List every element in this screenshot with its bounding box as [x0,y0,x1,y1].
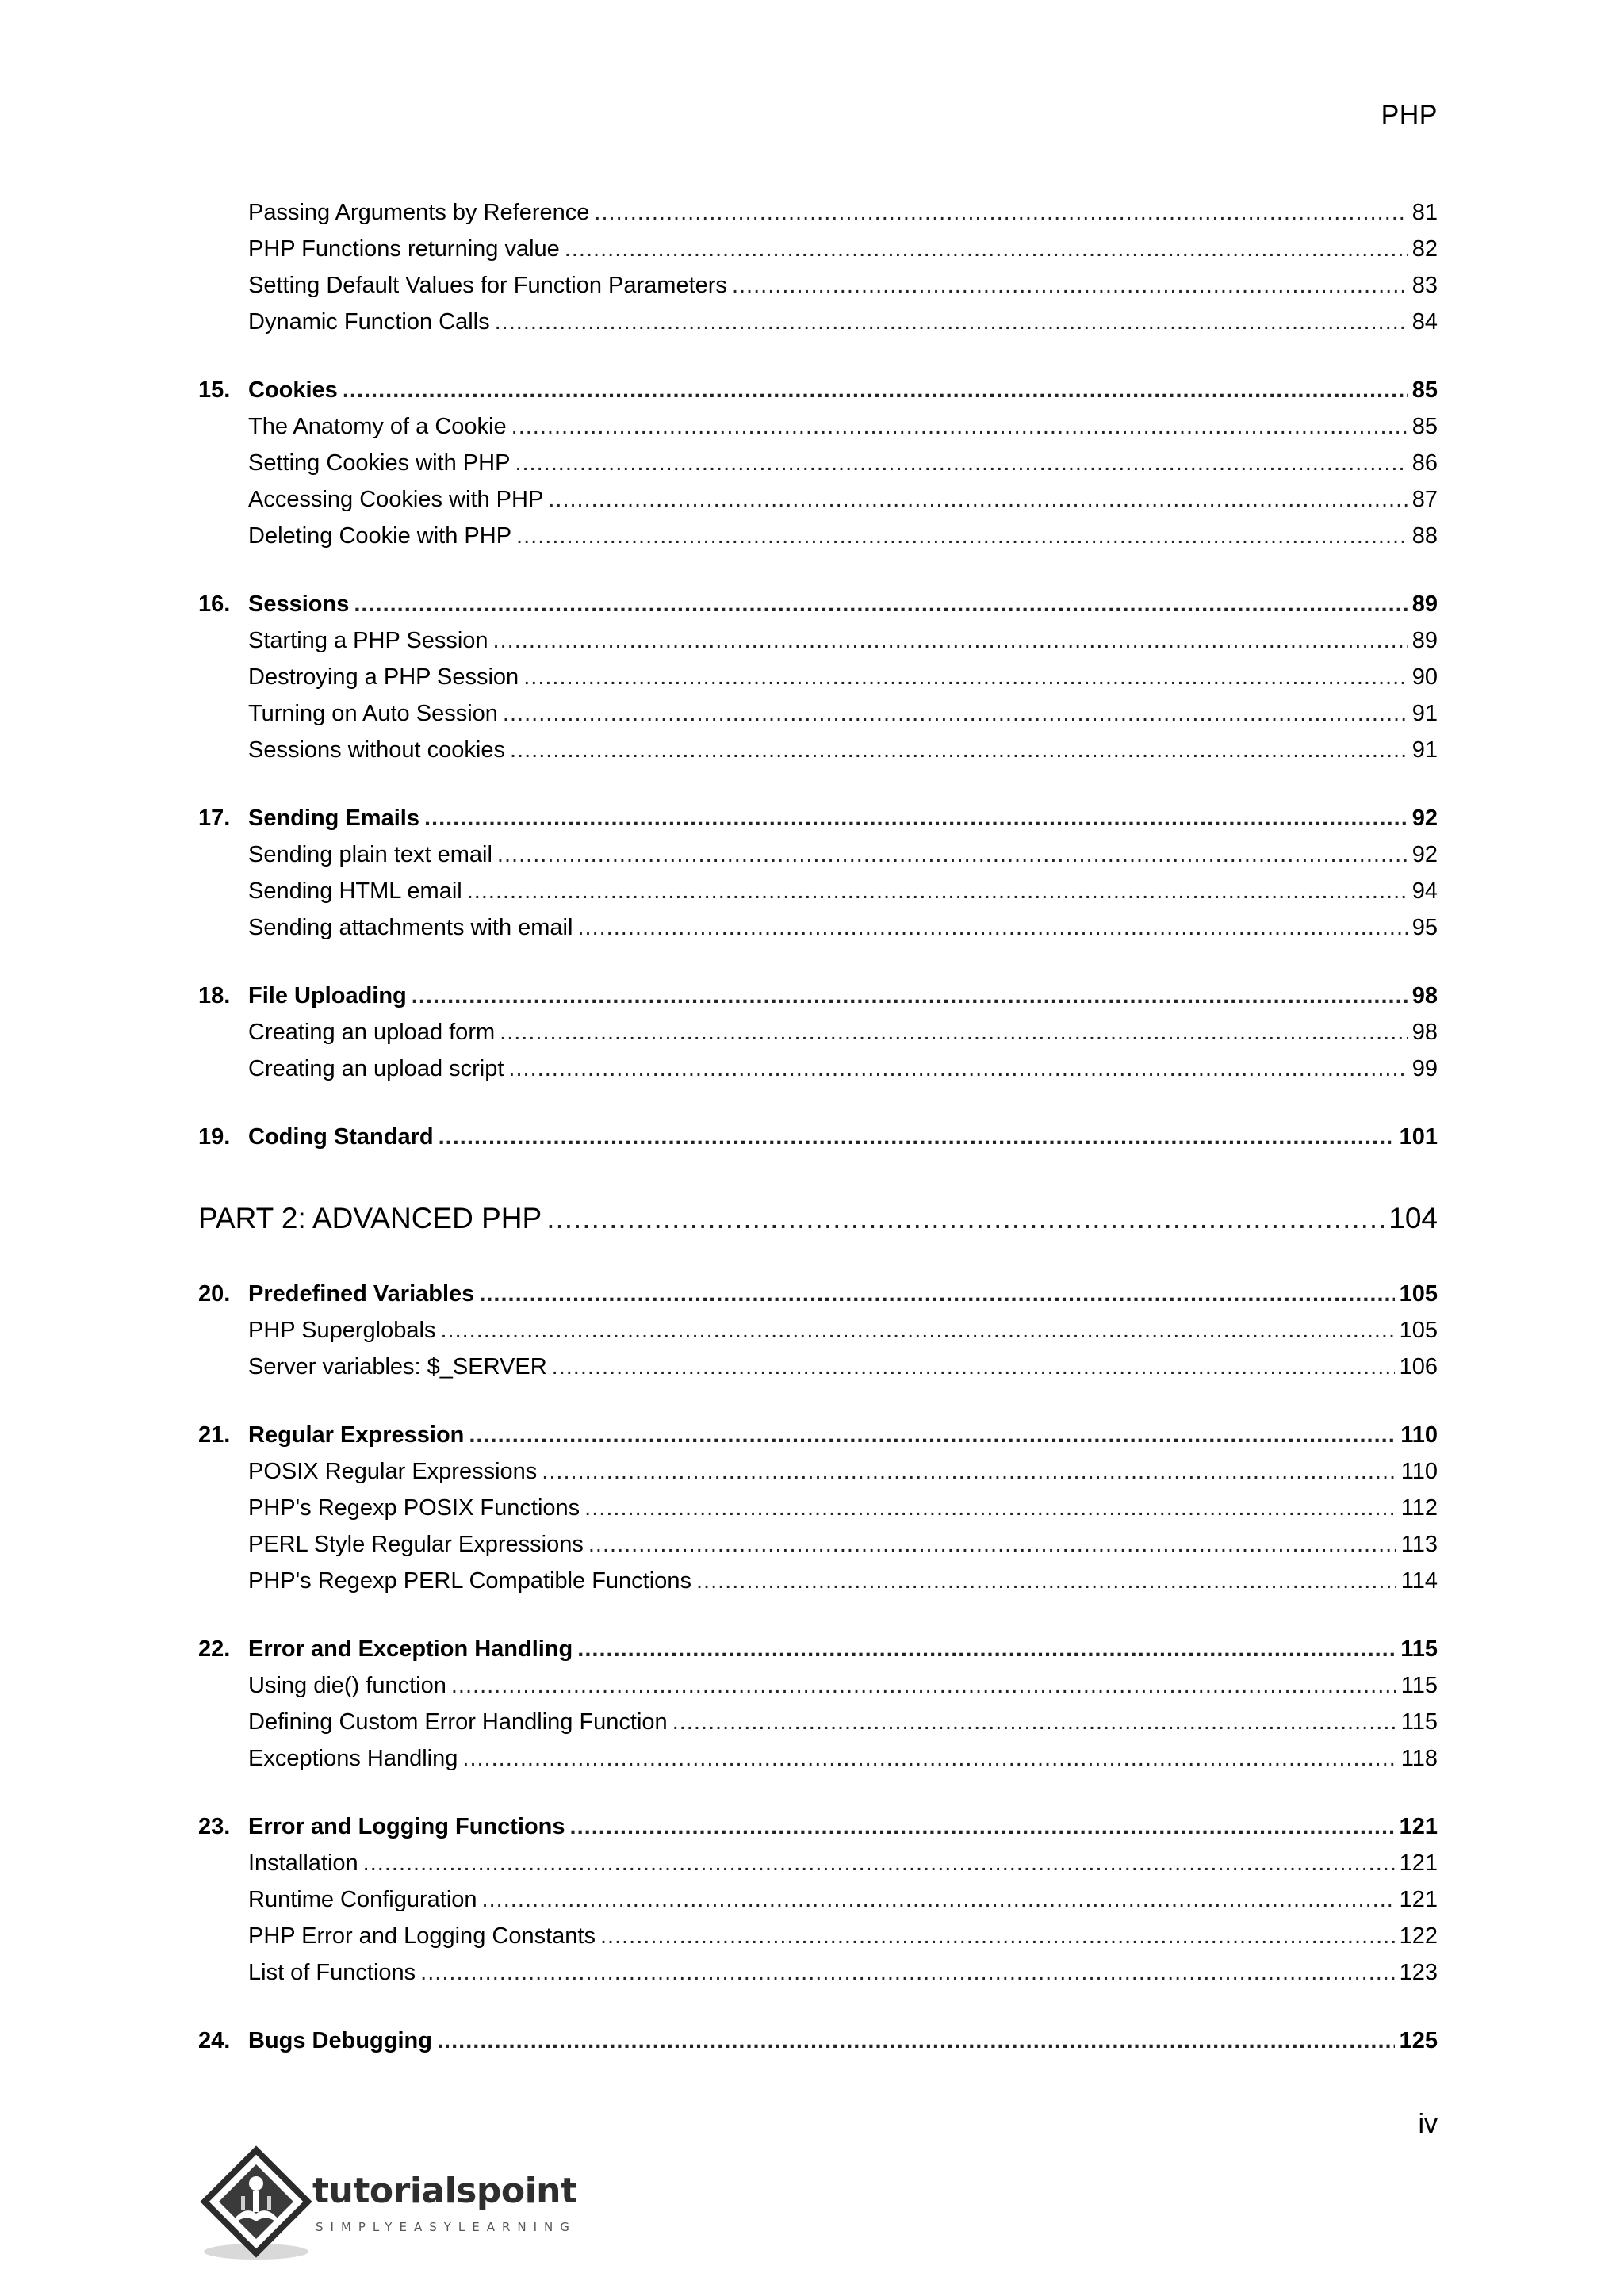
toc-dot-leader [523,664,1408,691]
toc-page-number: 123 [1399,1960,1438,1985]
toc-entry-title: POSIX Regular Expressions [248,1459,538,1484]
toc-entry-title: Starting a PHP Session [248,628,488,653]
toc-page-number: 105 [1399,1281,1438,1307]
toc-dot-leader [354,591,1407,618]
toc-entry[interactable] [198,523,1438,560]
toc-dot-leader [508,1056,1407,1082]
toc-page-number: 84 [1411,309,1438,335]
toc-page-number: 87 [1411,487,1438,512]
toc-dot-leader [510,737,1408,763]
toc-page-number: 91 [1411,701,1438,726]
toc-entry-title: Sessions [248,591,350,617]
toc-dot-leader [451,1673,1396,1699]
toc-entry-title: Destroying a PHP Session [248,664,519,690]
toc-page-number: 106 [1399,1354,1438,1380]
toc-chapter-number: 21. [198,1422,231,1448]
toc-chapter-number: 17. [198,806,231,831]
toc-entry-title: Sending plain text email [248,842,492,867]
toc-entry[interactable] [198,701,1438,737]
toc-page-number: 121 [1399,1814,1438,1839]
toc-entry-title: Accessing Cookies with PHP [248,487,544,512]
toc-entry-title: PERL Style Regular Expressions [248,1532,584,1557]
toc-dot-leader [584,1495,1396,1521]
toc-dot-leader [467,878,1408,905]
toc-entry-title: Dynamic Function Calls [248,309,490,335]
toc-entry[interactable] [198,1020,1438,1056]
toc-page-number: 85 [1411,377,1438,403]
toc-entry-title: PART 2: ADVANCED PHP [198,1202,542,1234]
toc-entry-title: Coding Standard [248,1124,434,1150]
toc-page-number: 101 [1399,1124,1438,1150]
toc-chapter-heading[interactable] [198,983,1438,1020]
toc-page-number: 85 [1411,414,1438,439]
toc-dot-leader [495,309,1408,335]
toc-dot-leader [440,1318,1394,1344]
toc-chapter-heading[interactable] [198,591,1438,628]
toc-part-heading[interactable] [198,1202,1438,1249]
toc-entry-title: Sending Emails [248,806,419,831]
toc-page-number: 86 [1411,450,1438,476]
toc-entry[interactable] [198,1709,1438,1746]
toc-chapter-number: 15. [198,377,231,403]
toc-dot-leader [511,414,1408,440]
toc-entry-title: Defining Custom Error Handling Function [248,1709,668,1735]
toc-entry-title: PHP's Regexp PERL Compatible Functions [248,1568,691,1594]
toc-entry[interactable] [198,309,1438,346]
toc-page-number: 112 [1400,1495,1438,1521]
toc-entry[interactable] [198,450,1438,487]
toc-entry-title: Sessions without cookies [248,737,505,763]
toc-page-number: 115 [1400,1709,1438,1735]
toc-entry-title: Regular Expression [248,1422,465,1448]
toc-dot-leader [570,1814,1395,1840]
toc-entry[interactable] [198,628,1438,664]
toc-entry[interactable] [198,1887,1438,1923]
toc-page-number: 104 [1388,1202,1438,1234]
toc-dot-leader [437,2028,1395,2054]
toc-page-number: 81 [1411,200,1438,225]
toc-dot-leader [577,915,1407,941]
toc-entry[interactable] [198,1495,1438,1532]
toc-chapter-heading[interactable] [198,1814,1438,1850]
toc-chapter-number: 18. [198,983,231,1008]
toc-entry-title: PHP's Regexp POSIX Functions [248,1495,580,1521]
toc-entry[interactable] [198,236,1438,273]
toc-entry[interactable] [198,1673,1438,1709]
toc-page-number: 113 [1400,1532,1438,1557]
toc-dot-leader [343,377,1408,404]
toc-entry-title: File Uploading [248,983,407,1008]
toc-chapter-heading[interactable] [198,1281,1438,1318]
running-header-title: PHP [1381,100,1438,130]
toc-entry[interactable] [198,1923,1438,1960]
toc-page-number: 91 [1411,737,1438,763]
toc-entry[interactable] [198,878,1438,915]
toc-dot-leader [515,450,1407,476]
toc-entry[interactable] [198,1850,1438,1887]
toc-entry[interactable] [198,1318,1438,1354]
toc-entry-title: Cookies [248,377,338,403]
toc-page-number: 88 [1411,523,1438,549]
toc-entry[interactable] [198,1354,1438,1391]
toc-dot-leader [565,236,1408,262]
toc-entry-title: Error and Logging Functions [248,1814,565,1839]
toc-dot-leader [469,1422,1396,1448]
toc-chapter-heading[interactable] [198,377,1438,414]
toc-page-number: 118 [1400,1746,1438,1771]
toc-dot-leader [412,983,1408,1009]
toc-entry-title: Error and Exception Handling [248,1636,573,1662]
toc-dot-leader [588,1532,1396,1558]
toc-dot-leader [516,523,1408,549]
toc-page-number: 99 [1411,1056,1438,1081]
toc-dot-leader [672,1709,1396,1735]
toc-chapter-number: 22. [198,1636,231,1662]
table-of-contents [198,200,1438,2064]
toc-chapter-heading[interactable] [198,1422,1438,1459]
logo-wordmark: tutorialspoint [312,2171,577,2211]
toc-page-number: 90 [1411,664,1438,690]
toc-entry-title: List of Functions [248,1960,416,1985]
toc-entry-title: Deleting Cookie with PHP [248,523,512,549]
toc-chapter-number: 20. [198,1281,231,1307]
toc-entry[interactable] [198,273,1438,309]
toc-page-number: 115 [1400,1636,1438,1662]
toc-dot-leader [503,701,1408,727]
toc-page-number: 89 [1411,628,1438,653]
toc-dot-leader [462,1746,1396,1772]
toc-entry-title: Using die() function [248,1673,446,1698]
toc-entry[interactable] [198,842,1438,878]
toc-entry-title: Predefined Variables [248,1281,475,1307]
toc-entry-title: The Anatomy of a Cookie [248,414,507,439]
toc-dot-leader [542,1459,1396,1485]
toc-entry-title: PHP Superglobals [248,1318,436,1343]
toc-entry-title: PHP Functions returning value [248,236,560,262]
toc-dot-leader [577,1636,1396,1663]
toc-dot-leader [594,200,1407,226]
toc-chapter-heading[interactable] [198,806,1438,842]
toc-entry-title: PHP Error and Logging Constants [248,1923,596,1949]
toc-entry-title: Server variables: $_SERVER [248,1354,547,1380]
tutorialspoint-logo [197,2141,609,2267]
toc-page-number: 125 [1399,2028,1438,2053]
toc-entry[interactable] [198,915,1438,951]
toc-dot-leader [493,628,1408,654]
toc-entry[interactable] [198,1960,1438,1996]
toc-dot-leader [548,487,1407,513]
toc-dot-leader [424,806,1408,832]
toc-entry-title: Sending attachments with email [248,915,573,940]
toc-chapter-number: 19. [198,1124,231,1150]
toc-page-number: 92 [1411,842,1438,867]
toc-entry-title: Setting Cookies with PHP [248,450,511,476]
toc-entry-title: Exceptions Handling [248,1746,458,1771]
toc-page-number: 121 [1399,1850,1438,1876]
toc-entry[interactable] [198,1746,1438,1782]
logo-tagline: SIMPLYEASYLEARNING [316,2220,576,2234]
toc-dot-leader [546,1202,1384,1235]
toc-page-number: 114 [1400,1568,1438,1594]
toc-entry[interactable] [198,200,1438,236]
toc-chapter-number: 23. [198,1814,231,1839]
toc-entry-title: Creating an upload form [248,1020,496,1045]
toc-chapter-heading[interactable] [198,1636,1438,1673]
toc-page-number: 98 [1411,1020,1438,1045]
toc-entry-title: Turning on Auto Session [248,701,498,726]
toc-entry[interactable] [198,1532,1438,1568]
toc-dot-leader [732,273,1408,299]
toc-page-number: 110 [1400,1422,1438,1448]
toc-page-number: 82 [1411,236,1438,262]
toc-chapter-heading[interactable] [198,2028,1438,2064]
toc-page-number: 89 [1411,591,1438,617]
toc-entry-title: Runtime Configuration [248,1887,477,1912]
toc-entry-title: Sending HTML email [248,878,462,904]
toc-chapter-number: 16. [198,591,231,617]
toc-chapter-heading[interactable] [198,1124,1438,1161]
toc-dot-leader [482,1887,1395,1913]
toc-entry-title: Bugs Debugging [248,2028,432,2053]
toc-page-number: 122 [1399,1923,1438,1949]
toc-entry[interactable] [198,1459,1438,1495]
toc-page-number: 98 [1411,983,1438,1008]
toc-dot-leader [552,1354,1395,1380]
toc-page-number: 83 [1411,273,1438,298]
toc-page-number: 95 [1411,915,1438,940]
toc-dot-leader [497,842,1408,868]
toc-dot-leader [479,1281,1394,1307]
logo-emblem-icon [197,2141,316,2267]
toc-dot-leader [420,1960,1394,1986]
toc-entry[interactable] [198,737,1438,774]
toc-entry[interactable] [198,1056,1438,1093]
toc-page-number: 92 [1411,806,1438,831]
toc-entry[interactable] [198,1568,1438,1605]
toc-page-number: 121 [1399,1887,1438,1912]
toc-page-number: 110 [1400,1459,1438,1484]
toc-dot-leader [696,1568,1396,1594]
toc-dot-leader [600,1923,1395,1950]
page-number: iv [1418,2109,1438,2139]
toc-page-number: 94 [1411,878,1438,904]
toc-chapter-number: 24. [198,2028,231,2053]
toc-dot-leader [439,1124,1395,1150]
toc-entry[interactable] [198,664,1438,701]
toc-dot-leader [500,1020,1408,1046]
toc-entry[interactable] [198,414,1438,450]
toc-entry-title: Creating an upload script [248,1056,504,1081]
toc-page-number: 105 [1399,1318,1438,1343]
toc-entry-title: Installation [248,1850,358,1876]
toc-dot-leader [363,1850,1395,1877]
toc-entry[interactable] [198,487,1438,523]
toc-page-number: 115 [1400,1673,1438,1698]
toc-entry-title: Passing Arguments by Reference [248,200,590,225]
toc-entry-title: Setting Default Values for Function Parameters [248,273,727,298]
